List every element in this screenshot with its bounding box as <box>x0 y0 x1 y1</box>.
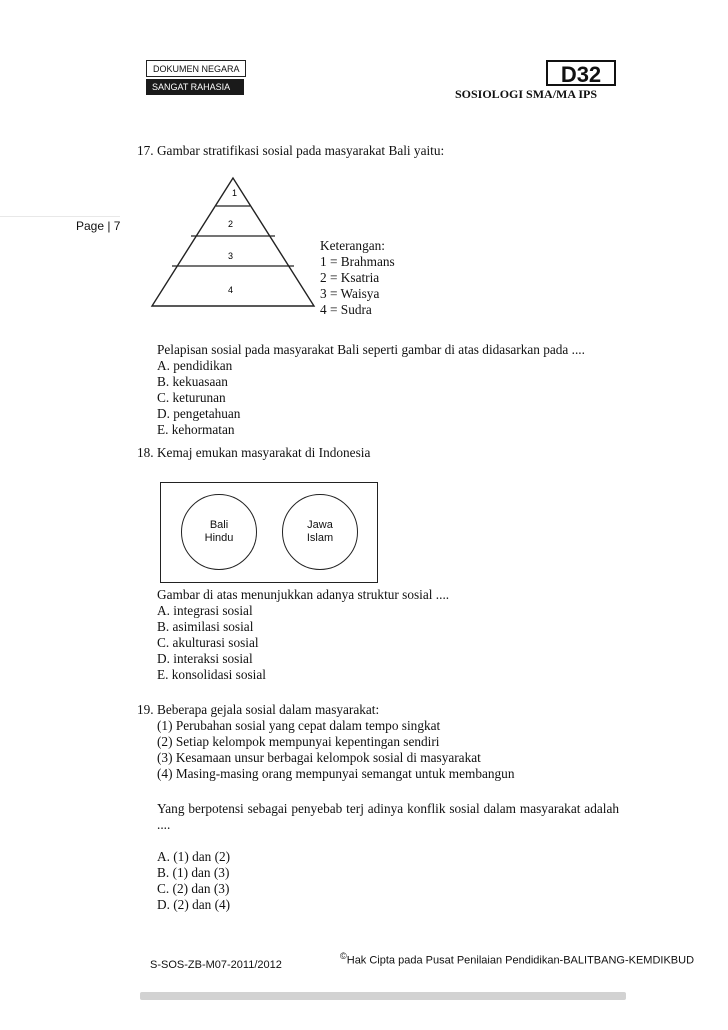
subject-title: SOSIOLOGI SMA/MA IPS <box>455 87 598 101</box>
legend-item: 2 = Ksatria <box>320 270 380 285</box>
legend-item: 3 = Waisya <box>320 286 380 301</box>
footer-bar <box>140 992 626 1000</box>
option-d[interactable]: D. pengetahuan <box>157 406 241 421</box>
pyramid-level-4: 4 <box>228 285 234 295</box>
circle-bali-hindu <box>181 494 257 570</box>
list-item: (4) Masing-masing orang mempunyai semangat untuk membangun <box>157 766 515 781</box>
page-rule <box>0 216 120 217</box>
legend-item: 1 = Brahmans <box>320 254 395 269</box>
q19-items <box>157 718 514 782</box>
list-item: (2) Setiap kelompok mempunyai kepentingan sendiri <box>157 734 440 749</box>
page-number: Page | 7 <box>76 219 121 233</box>
option-c[interactable]: C. keturunan <box>157 390 226 405</box>
legend-title: Keterangan: <box>320 238 385 253</box>
q18-stem: Gambar di atas menunjukkan adanya struktur sosial .... <box>157 587 450 602</box>
list-item: (3) Kesamaan unsur berbagai kelompok sosial di masyarakat <box>157 750 481 765</box>
footer-doc-code: S-SOS-ZB-M07-2011/2012 <box>150 959 282 971</box>
q19-question: 19. Beberapa gejala sosial dalam masyarakat: <box>137 702 380 717</box>
option-b[interactable]: B. kekuasaan <box>157 374 228 389</box>
option-e[interactable]: E. kehormatan <box>157 422 235 437</box>
q17-stem: Pelapisan sosial pada masyarakat Bali seperti gambar di atas didasarkan pada .... <box>157 342 585 357</box>
option-d[interactable]: D. (2) dan (4) <box>157 897 231 912</box>
option-b[interactable]: B. asimilasi sosial <box>157 619 254 634</box>
list-item: (1) Perubahan sosial yang cepat dalam tempo singkat <box>157 718 441 733</box>
circle-left-line1: Bali <box>209 519 229 531</box>
legend-item: 4 = Sudra <box>320 302 372 317</box>
option-b[interactable]: B. (1) dan (3) <box>157 865 230 880</box>
footer-copyright <box>340 951 694 967</box>
classification-stamp <box>146 60 246 96</box>
option-c[interactable]: C. akulturasi sosial <box>157 635 259 650</box>
copyright-text: Hak Cipta pada Pusat Penilaian Pendidikan-BALITBANG-KEMDIKBUD <box>346 954 695 967</box>
circle-jawa-islam <box>282 494 358 570</box>
document-code: D32 <box>546 60 616 86</box>
copyright-symbol: © <box>340 951 347 961</box>
pyramid-level-2: 2 <box>228 219 234 229</box>
q19-options <box>157 849 230 913</box>
pyramid-level-3: 3 <box>228 251 234 261</box>
q17-question: 17. Gambar stratifikasi sosial pada masyarakat Bali yaitu: <box>137 143 445 158</box>
option-d[interactable]: D. interaksi sosial <box>157 651 253 666</box>
option-c[interactable]: C. (2) dan (3) <box>157 881 230 896</box>
stamp-bottom-label: SANGAT RAHASIA <box>146 79 244 95</box>
stratification-pyramid <box>148 176 318 310</box>
q18-question: 18. Kemaj emukan masyarakat di Indonesia <box>137 445 371 460</box>
circle-left-line2: Hindu <box>204 532 234 544</box>
stamp-top-label: DOKUMEN NEGARA <box>146 60 246 77</box>
pyramid-legend <box>320 238 395 318</box>
circle-right-line2: Islam <box>306 532 334 544</box>
q18-options <box>157 603 266 683</box>
option-a[interactable]: A. pendidikan <box>157 358 233 373</box>
option-e[interactable]: E. konsolidasi sosial <box>157 667 266 682</box>
circle-right-line1: Jawa <box>307 519 333 531</box>
option-a[interactable]: A. (1) dan (2) <box>157 849 231 864</box>
q17-options <box>157 358 240 438</box>
society-diagram <box>160 482 378 583</box>
q19-stem: Yang berpotensi sebagai penyebab terj adinya konflik sosial dalam masyarakat adalah .... <box>157 801 619 832</box>
option-a[interactable]: A. integrasi sosial <box>157 603 253 618</box>
pyramid-level-1: 1 <box>232 188 238 198</box>
